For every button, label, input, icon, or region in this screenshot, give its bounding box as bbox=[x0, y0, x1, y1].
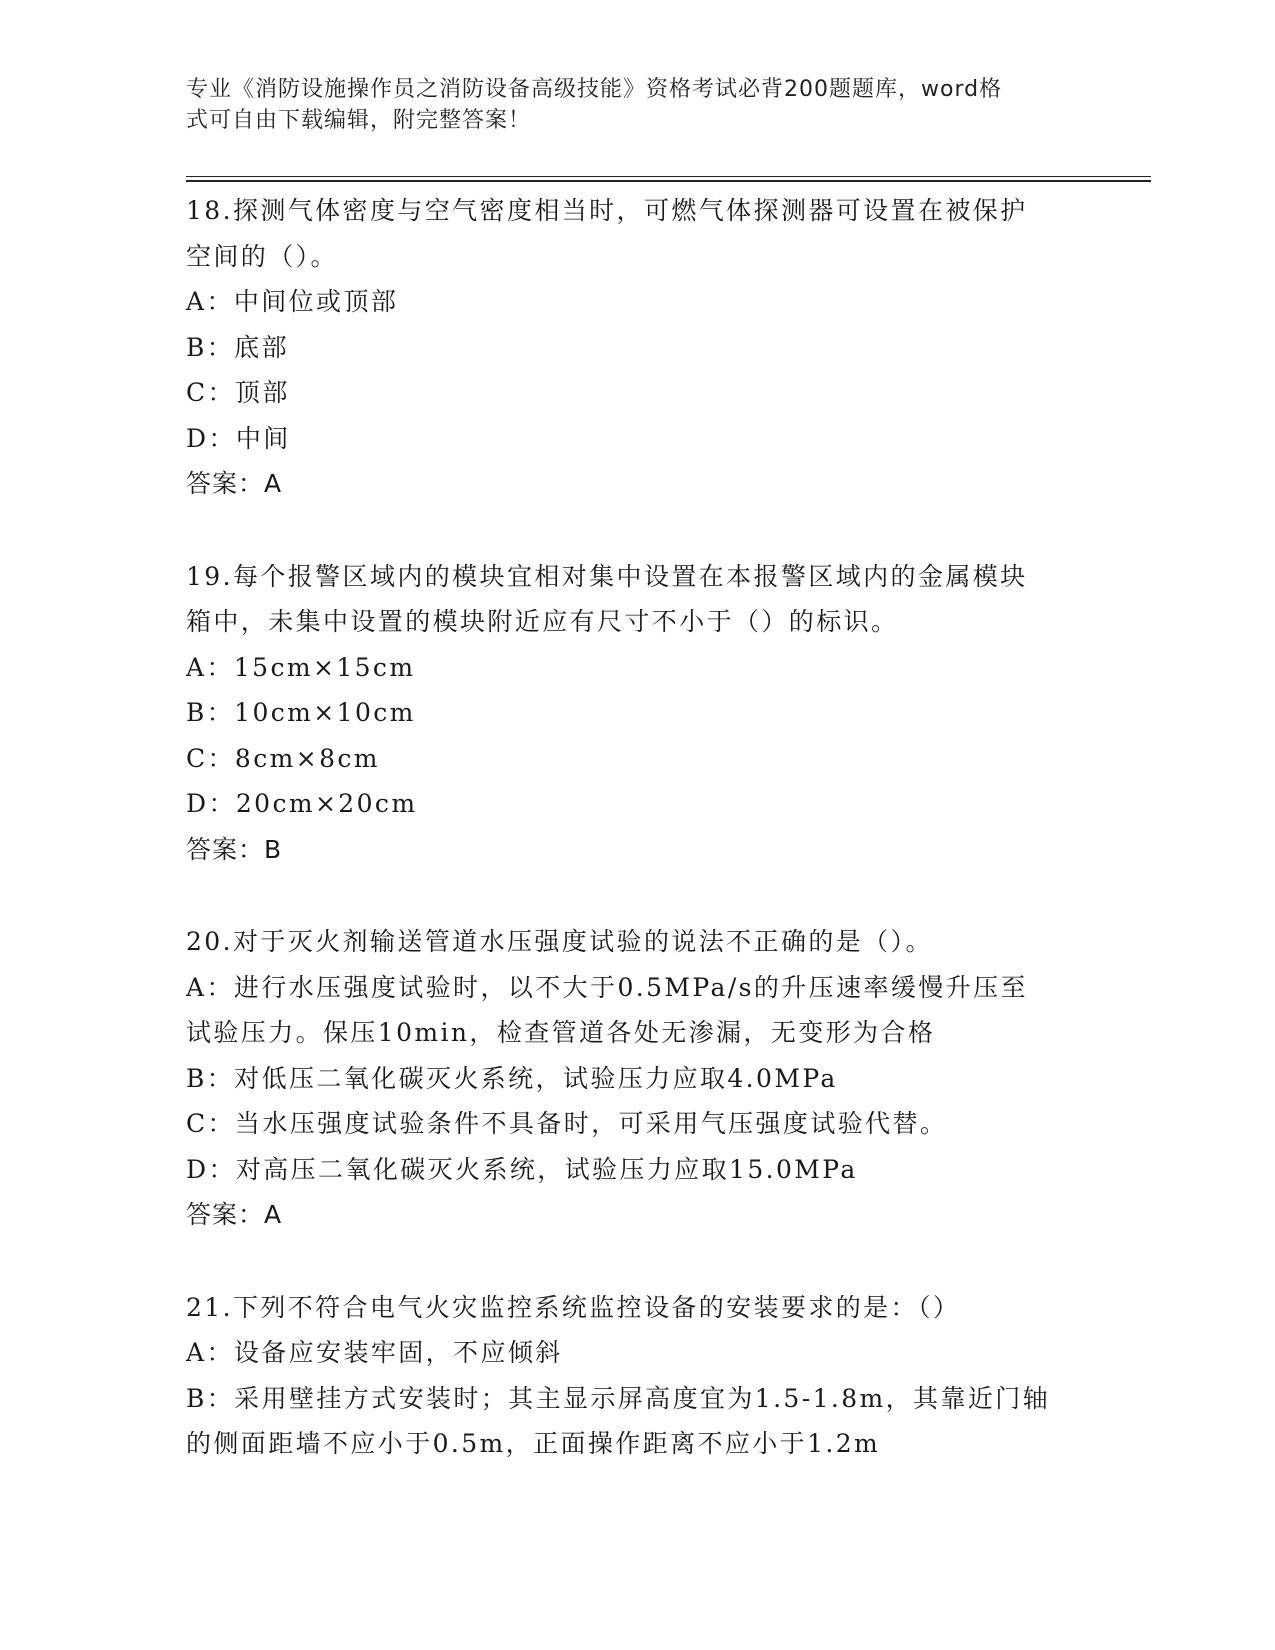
option-c: C：顶部 bbox=[186, 378, 290, 407]
option-a-continued: 试验压力。保压10min，检查管道各处无渗漏，无变形为合格 bbox=[186, 1018, 936, 1047]
option-a: A：15cm×15cm bbox=[186, 652, 416, 682]
question-21 bbox=[186, 1285, 1086, 1467]
option-d: D：20cm×20cm bbox=[186, 789, 418, 818]
option-a: A：设备应安装牢固，不应倾斜 bbox=[186, 1338, 563, 1367]
question-stem-line: 20.对于灭火剂输送管道水压强度试验的说法不正确的是（）。 bbox=[186, 927, 933, 956]
question-19 bbox=[186, 554, 1086, 873]
header-divider-thin bbox=[186, 176, 1151, 177]
option-b: B：对低压二氧化碳灭火系统，试验压力应取4.0MPa bbox=[186, 1063, 838, 1093]
question-stem-line: 空间的（）。 bbox=[186, 241, 338, 271]
question-stem-line: 18.探测气体密度与空气密度相当时，可燃气体探测器可设置在被保护 bbox=[186, 196, 1028, 225]
option-b: B：采用壁挂方式安装时；其主显示屏高度宜为1.5-1.8m，其靠近门轴 bbox=[186, 1383, 1051, 1413]
question-18 bbox=[186, 188, 1086, 507]
answer-line: 答案：B bbox=[186, 834, 283, 864]
question-list bbox=[186, 188, 1086, 1514]
question-stem-line: 21.下列不符合电气火灾监控系统监控设备的安装要求的是：（） bbox=[186, 1292, 961, 1322]
header-line-2: 式可自由下载编辑，附完整答案！ bbox=[186, 108, 532, 133]
question-stem-line: 19.每个报警区域内的模块宜相对集中设置在本报警区域内的金属模块 bbox=[186, 561, 1028, 591]
answer-line: 答案：A bbox=[186, 469, 283, 498]
answer-line: 答案：A bbox=[186, 1200, 283, 1229]
option-c: C：当水压强度试验条件不具备时，可采用气压强度试验代替。 bbox=[186, 1109, 948, 1138]
document-header bbox=[186, 74, 1066, 136]
header-divider-thick bbox=[186, 180, 1151, 182]
option-d: D：对高压二氧化碳灭火系统，试验压力应取15.0MPa bbox=[186, 1154, 858, 1184]
option-a: A：中间位或顶部 bbox=[186, 287, 399, 316]
option-b-continued: 的侧面距墙不应小于0.5m，正面操作距离不应小于1.2m bbox=[186, 1429, 881, 1458]
header-line-1: 专业《消防设施操作员之消防设备高级技能》资格考试必背200题题库，word格 bbox=[186, 77, 1003, 102]
question-20 bbox=[186, 919, 1086, 1238]
option-a: A：进行水压强度试验时，以不大于0.5MPa/s的升压速率缓慢升压至 bbox=[186, 972, 1028, 1002]
option-b: B：10cm×10cm bbox=[186, 698, 416, 727]
option-d: D：中间 bbox=[186, 423, 291, 453]
option-b: B：底部 bbox=[186, 332, 289, 362]
question-stem-line: 箱中，未集中设置的模块附近应有尺寸不小于（）的标识。 bbox=[186, 607, 899, 636]
option-c: C：8cm×8cm bbox=[186, 743, 380, 773]
